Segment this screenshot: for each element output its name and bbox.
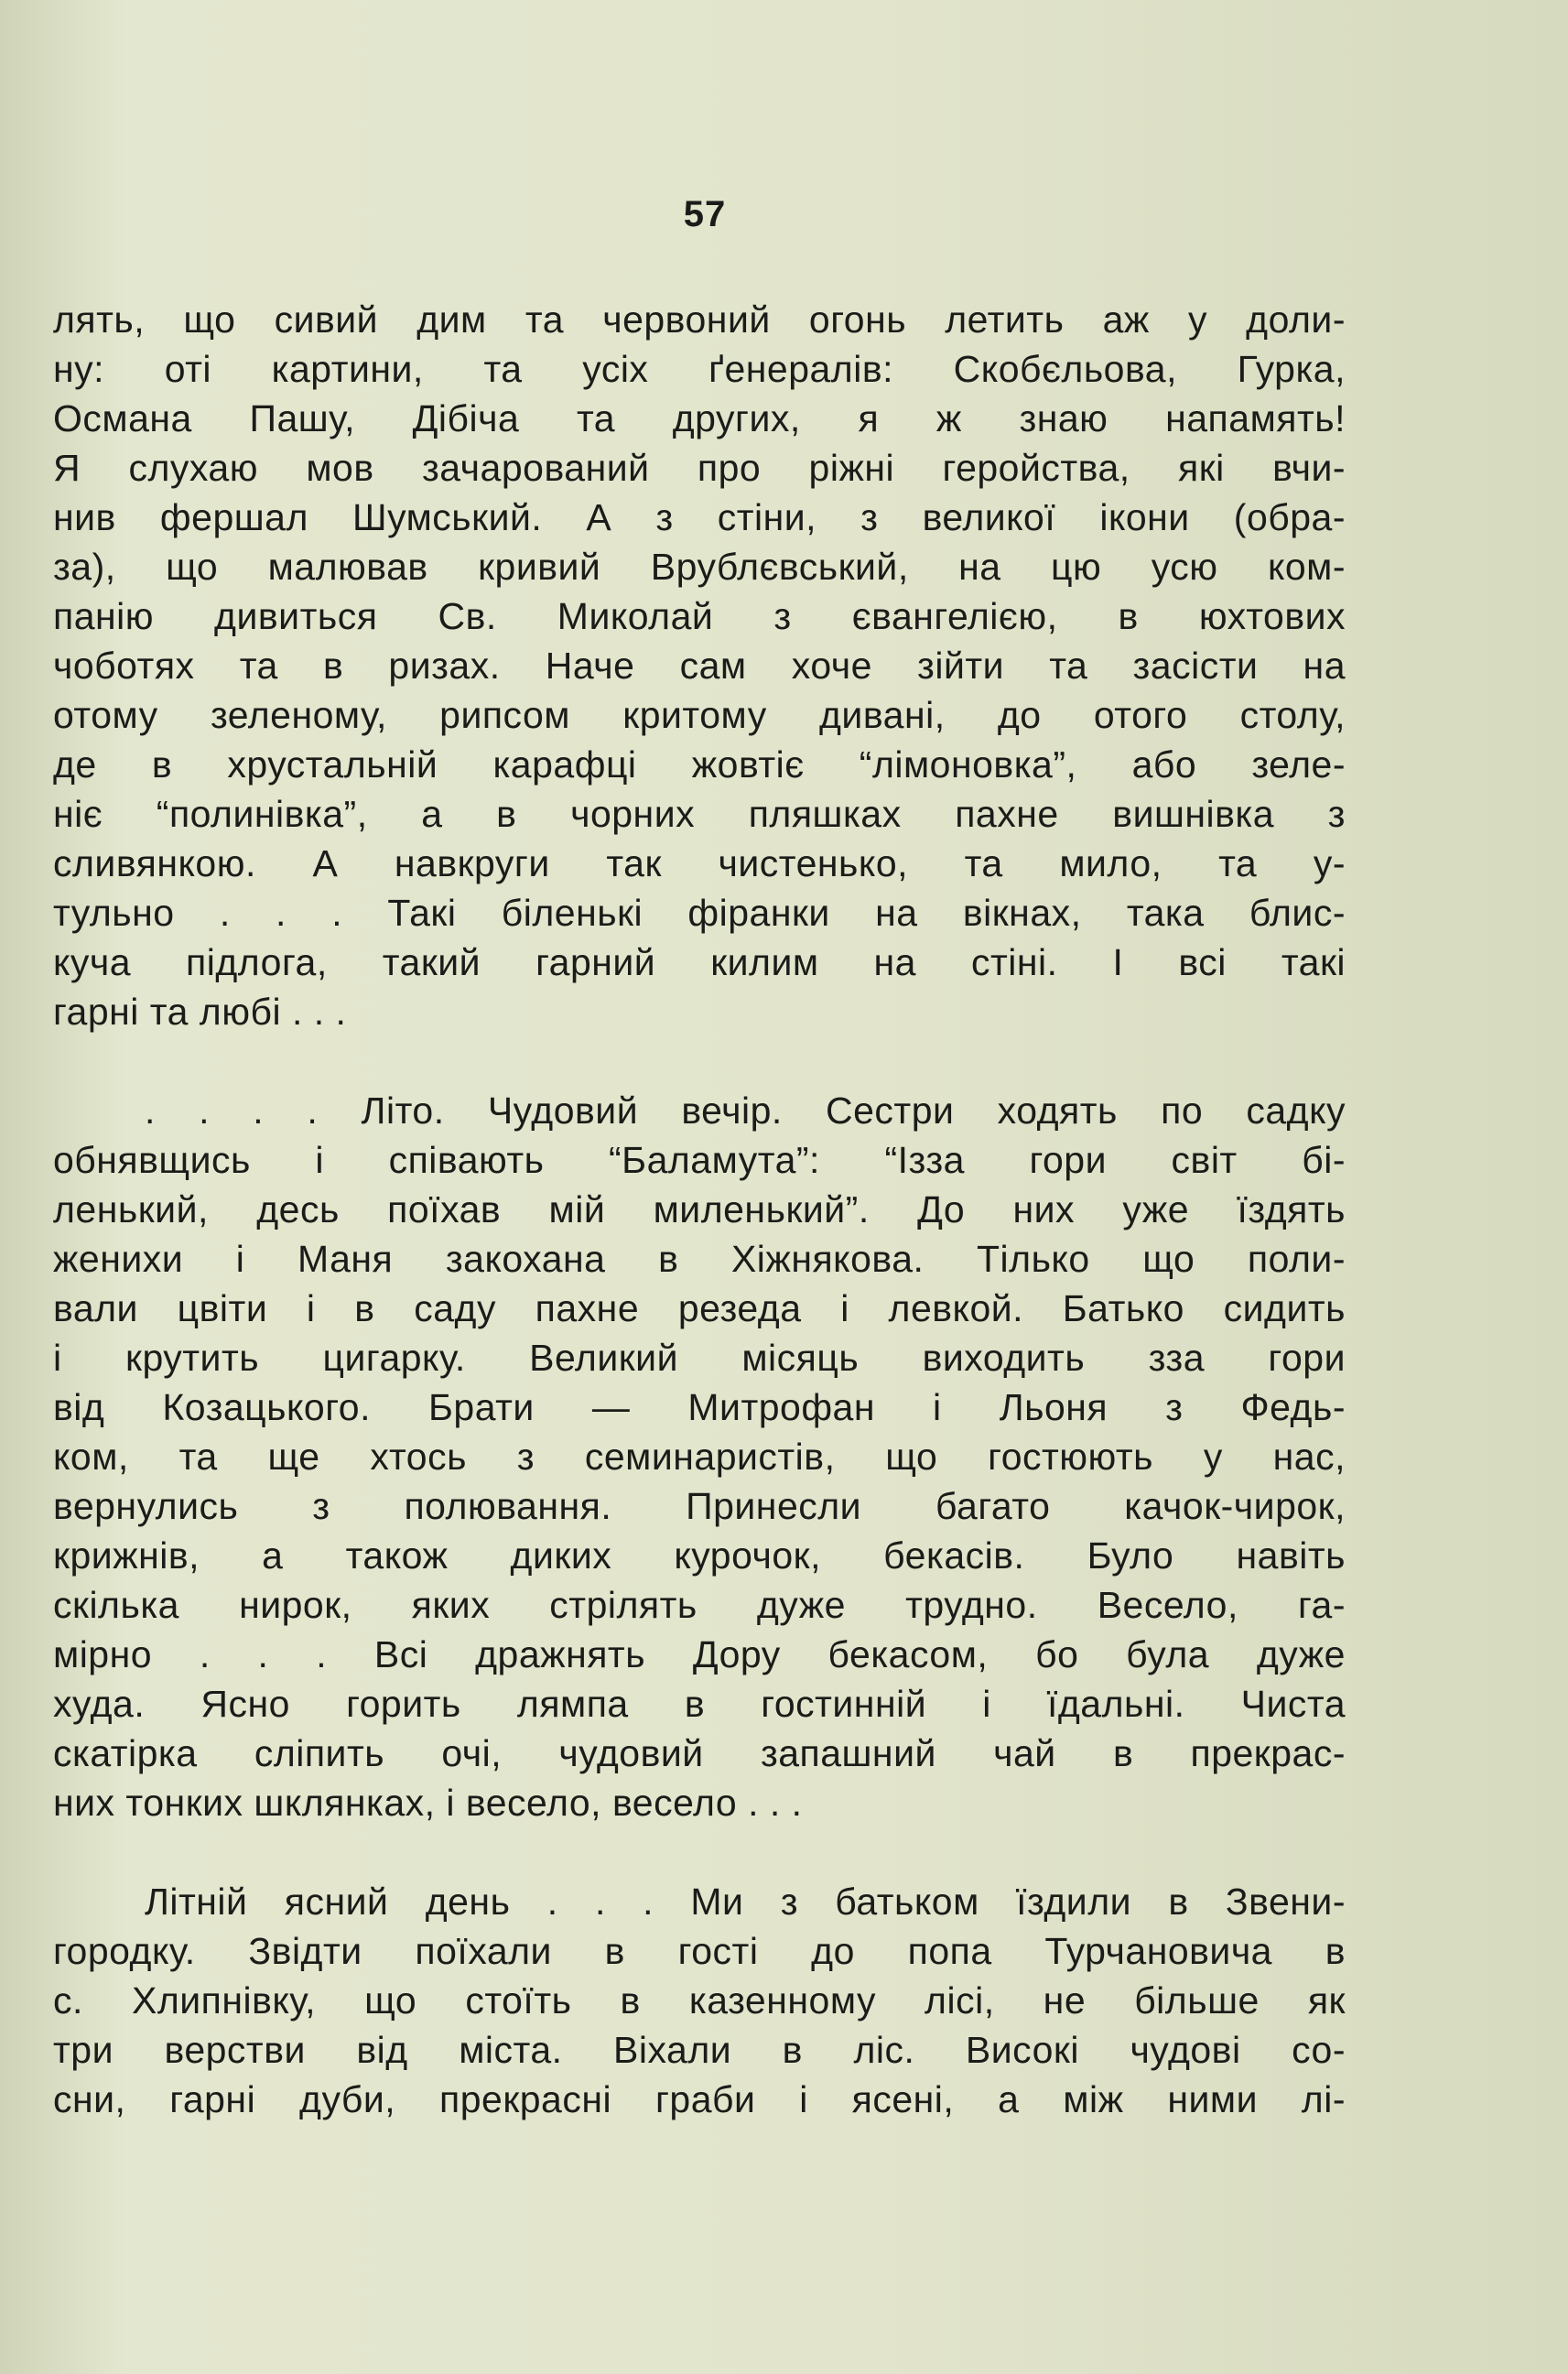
text-line: Османа Пашу, Дібіча та других, я ж знаю напамять! (53, 397, 1346, 439)
text-line: Я слухаю мов зачарований про ріжні геройства, які вчи- (53, 447, 1346, 489)
text-line: худа. Ясно горить лямпа в гостинній і їдальні. Чиста (53, 1683, 1346, 1725)
page-number: 57 (683, 194, 727, 234)
text-line: лять, що сивий дим та червоний огонь летить аж у доли- (53, 298, 1346, 341)
text-line: городку. Звідти поїхали в гості до попа Турчановича в (53, 1930, 1346, 1972)
text-line: вали цвіти і в саду пахне резеда і левкой. Батько сидить (53, 1287, 1346, 1329)
paragraph-3 (53, 1877, 1346, 2124)
text-line: панію дивиться Св. Миколай з євангелією, в юхтових (53, 595, 1346, 637)
text-line: ком, та ще хтось з семинаристів, що гостюють у нас, (53, 1436, 1346, 1478)
text-line: скілька нирок, яких стрілять дуже трудно. Весело, га- (53, 1584, 1346, 1626)
text-line: . . . . Літо. Чудовий вечір. Сестри ходять по садку (145, 1089, 1346, 1132)
text-line: отому зеленому, рипсом критому дивані, до отого столу, (53, 694, 1346, 736)
text-line: де в хрустальній карафці жовтіє “лімоновка”, або зеле- (53, 743, 1346, 786)
text-line: тульно . . . Такі біленькі фіранки на вікнах, така блис- (53, 892, 1346, 934)
text-line: сни, гарні дуби, прекрасні граби і ясені, а між ними лі- (53, 2078, 1346, 2120)
text-line: с. Хлипнівку, що стоїть в казенному лісі, не більше як (53, 1979, 1346, 2022)
text-line: ніє “полинівка”, а в чорних пляшках пахне вишнівка з (53, 793, 1346, 835)
text-line: крижнів, а також диких курочок, бекасів. Було навіть (53, 1534, 1346, 1577)
text-line: три верстви від міста. Віхали в ліс. Високі чудові со- (53, 2029, 1346, 2071)
text-line: куча підлога, такий гарний килим на стіні. І всі такі (53, 941, 1346, 983)
text-line: сливянкою. А навкруги так чистенько, та мило, та у- (53, 842, 1346, 884)
text-line: ленький, десь поїхав мій миленький”. До них уже їздять (53, 1188, 1346, 1230)
text-line: нив фершал Шумський. А з стіни, з великої ікони (обра- (53, 496, 1346, 538)
paragraph-2 (53, 1086, 1346, 1827)
text-line: мірно . . . Всі дражнять Дору бекасом, бо була дуже (53, 1633, 1346, 1675)
text-line: женихи і Маня закохана в Хіжнякова. Тілько що поли- (53, 1238, 1346, 1280)
text-line: вернулись з полювання. Принесли багато качок-чирок, (53, 1485, 1346, 1527)
text-line: за), що малював кривий Врублєвський, на цю усю ком- (53, 546, 1346, 588)
text-line: скатірка сліпить очі, чудовий запашний чай в прекрас- (53, 1732, 1346, 1774)
text-line: Літній ясний день . . . Ми з батьком їздили в Звени- (145, 1881, 1346, 1923)
text-line: них тонких шклянках, і весело, весело . . . (53, 1782, 803, 1824)
text-line: чоботях та в ризах. Наче сам хоче зійти та засісти на (53, 645, 1346, 687)
text-line: і крутить цигарку. Великий місяць виходить зза гори (53, 1337, 1346, 1379)
text-line: обнявщись і співають “Баламута”: “Ізза гори світ бі- (53, 1139, 1346, 1181)
text-line: гарні та любі . . . (53, 991, 347, 1033)
body-text (53, 295, 1346, 2124)
paragraph-1 (53, 295, 1346, 1036)
text-line: ну: оті картини, та усіх ґенералів: Скобєльова, Гурка, (53, 348, 1346, 390)
text-line: від Козацького. Брати — Митрофан і Льоня з Федь- (53, 1386, 1346, 1428)
